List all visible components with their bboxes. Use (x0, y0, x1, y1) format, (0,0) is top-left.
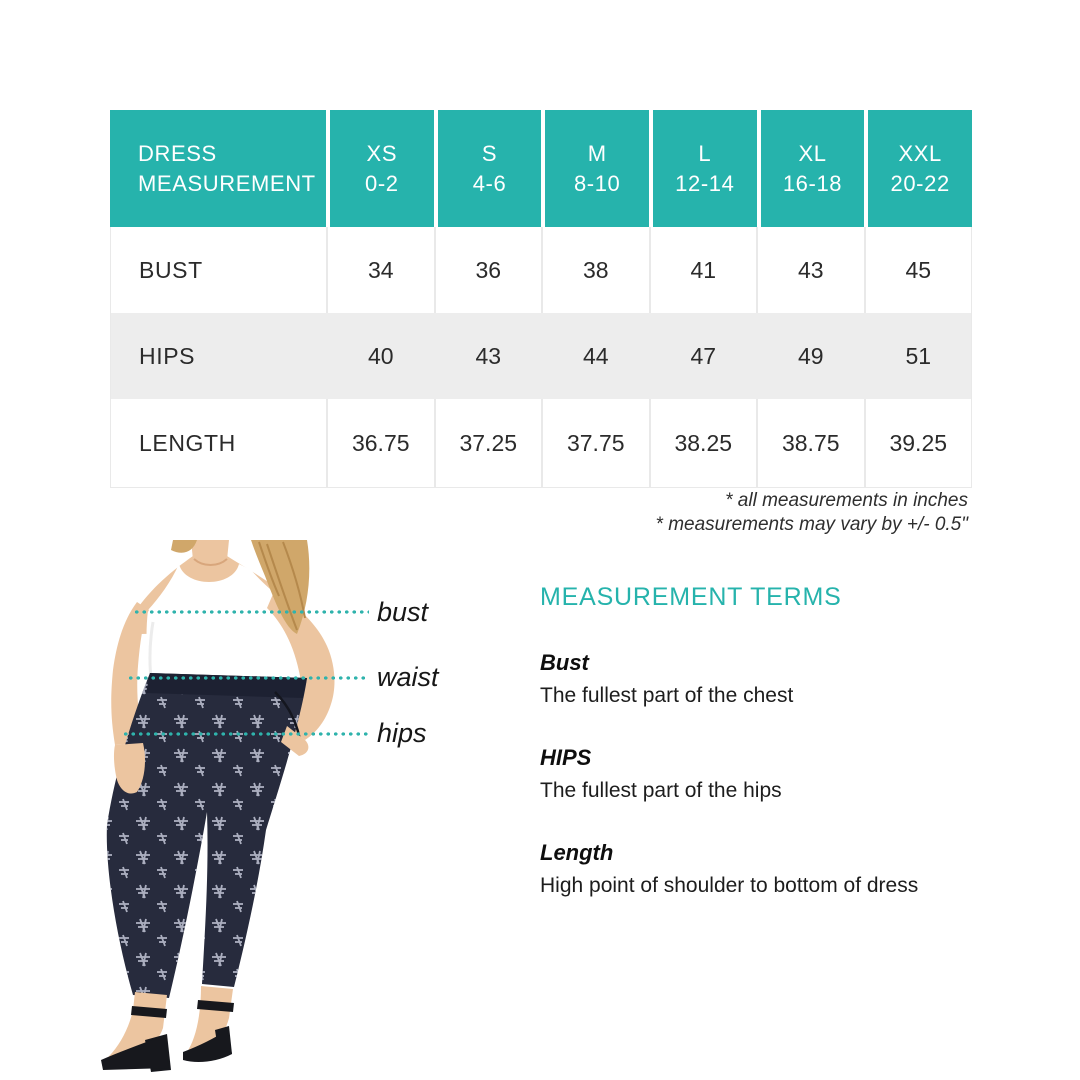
header-cell-xxl (864, 110, 972, 227)
row-label: BUST (139, 256, 203, 283)
value-cell: 45 (864, 227, 972, 313)
value-cell: 38.75 (756, 399, 864, 487)
measurement-terms-title: MEASUREMENT TERMS (540, 583, 842, 611)
measurement-terms-section (540, 583, 980, 935)
size-range: 8-10 (573, 170, 621, 196)
term-name: HIPS (540, 745, 592, 770)
term-bust (540, 650, 980, 708)
size-code: XXL (898, 140, 942, 166)
size-chart-table (110, 110, 972, 488)
value-cell: 49 (756, 313, 864, 399)
size-code: S (481, 140, 498, 166)
value-cell: 40 (326, 313, 434, 399)
row-label: LENGTH (139, 429, 236, 456)
table-header-row (110, 110, 972, 227)
size-range: 20-22 (890, 170, 950, 196)
model-figure-illustration (55, 540, 375, 1080)
value-cell: 51 (864, 313, 972, 399)
term-hips (540, 745, 980, 803)
size-range: 12-14 (675, 170, 735, 196)
term-definition: High point of shoulder to bottom of dress (540, 874, 919, 897)
value-cell: 39.25 (864, 399, 972, 487)
term-definition: The fullest part of the chest (540, 684, 794, 707)
size-code: XL (798, 140, 827, 166)
table-row-hips (111, 313, 971, 399)
value-cell: 36 (434, 227, 542, 313)
header-cell-xs (326, 110, 434, 227)
term-definition: The fullest part of the hips (540, 779, 782, 802)
hips-line-label: hips (377, 718, 427, 748)
footnote-units: * all measurements in inches (725, 490, 968, 511)
value-cell: 47 (649, 313, 757, 399)
value-cell: 41 (649, 227, 757, 313)
table-row-length (111, 399, 971, 487)
size-range: 16-18 (782, 170, 843, 196)
value-cell: 34 (326, 227, 434, 313)
waist-line-label: waist (377, 662, 439, 692)
header-cell-s (434, 110, 542, 227)
header-cell-m (541, 110, 649, 227)
value-cell: 38.25 (649, 399, 757, 487)
value-cell: 36.75 (326, 399, 434, 487)
term-length (540, 840, 980, 898)
waist-dotted-line (127, 676, 369, 680)
model-photo (55, 540, 375, 1080)
header-corner-line1: DRESS (138, 140, 217, 166)
header-corner-line2: MEASUREMENT (138, 170, 316, 196)
value-cell: 43 (434, 313, 542, 399)
bust-dotted-line (133, 610, 369, 614)
value-cell: 38 (541, 227, 649, 313)
value-cell: 37.75 (541, 399, 649, 487)
table-row-bust (111, 227, 971, 313)
term-name: Bust (540, 650, 589, 675)
header-cell-xl (757, 110, 865, 227)
row-label: HIPS (139, 342, 196, 369)
footnotes (656, 489, 968, 537)
header-cell-l (649, 110, 757, 227)
table-body (110, 227, 972, 488)
size-code: M (587, 140, 607, 166)
bust-line-label: bust (377, 597, 429, 627)
term-name: Length (540, 840, 614, 865)
value-cell: 37.25 (434, 399, 542, 487)
size-code: L (698, 140, 712, 166)
size-range: 0-2 (365, 170, 399, 196)
value-cell: 44 (541, 313, 649, 399)
hips-dotted-line (122, 732, 369, 736)
size-range: 4-6 (472, 170, 507, 196)
header-cell-dress-measurement (110, 110, 326, 227)
size-code: XS (366, 140, 398, 166)
value-cell: 43 (756, 227, 864, 313)
footnote-tolerance: * measurements may vary by +/- 0.5" (655, 514, 968, 535)
